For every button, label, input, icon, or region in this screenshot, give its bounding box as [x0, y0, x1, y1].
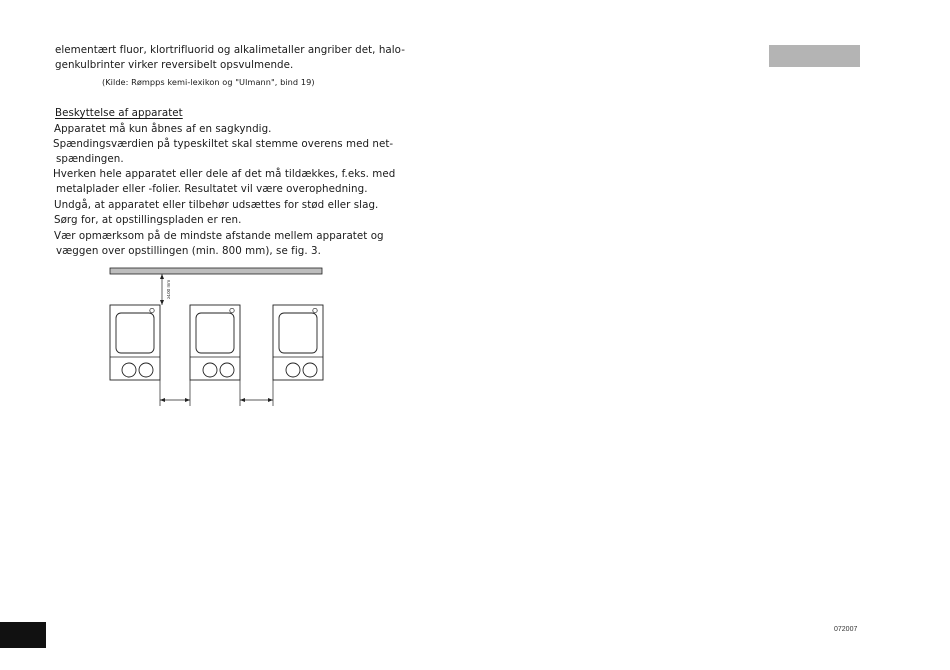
- body-line-1: Apparatet må kun åbnes af en sagkyndig.: [54, 123, 272, 135]
- body-line-6: Undgå, at apparatet eller tilbehør udsættes for stød eller slag.: [54, 199, 379, 211]
- gap-dimension-2: [240, 380, 273, 406]
- source-note: (Kilde: Rømpps kemi-lexikon og "Ulmann", bind 19): [102, 77, 315, 87]
- body-line-7: Sørg for, at opstillingspladen er ren.: [54, 214, 242, 226]
- body-line-5: metalplader eller -folier. Resultatet vil være overophedning.: [56, 183, 368, 195]
- document-code: 072007: [834, 626, 858, 633]
- device-2: [190, 305, 240, 380]
- wall-plate: [110, 268, 322, 274]
- device-1: [110, 305, 160, 380]
- dimension-label: ≥100 mm: [166, 279, 171, 299]
- body-line-2: Spændingsværdien på typeskiltet skal stemme overens med net-: [53, 138, 394, 150]
- section-heading: Beskyttelse af apparatet: [55, 107, 183, 119]
- intro-line-1: elementært fluor, klortrifluorid og alkalimetaller angriber det, halo-: [55, 44, 405, 56]
- body-line-3: spændingen.: [56, 153, 124, 165]
- body-line-8: Vær opmærksom på de mindste afstande mellem apparatet og: [54, 230, 384, 242]
- gap-dimension-1: [160, 380, 190, 406]
- intro-line-2: genkulbrinter virker reversibelt opsvulmende.: [55, 59, 294, 71]
- vertical-dimension: [160, 274, 171, 305]
- body-line-9: væggen over opstillingen (min. 800 mm), se fig. 3.: [56, 245, 321, 257]
- page-tab: [0, 622, 46, 648]
- device-3: [273, 305, 323, 380]
- body-line-4: Hverken hele apparatet eller dele af det må tildækkes, f.eks. med: [53, 168, 396, 180]
